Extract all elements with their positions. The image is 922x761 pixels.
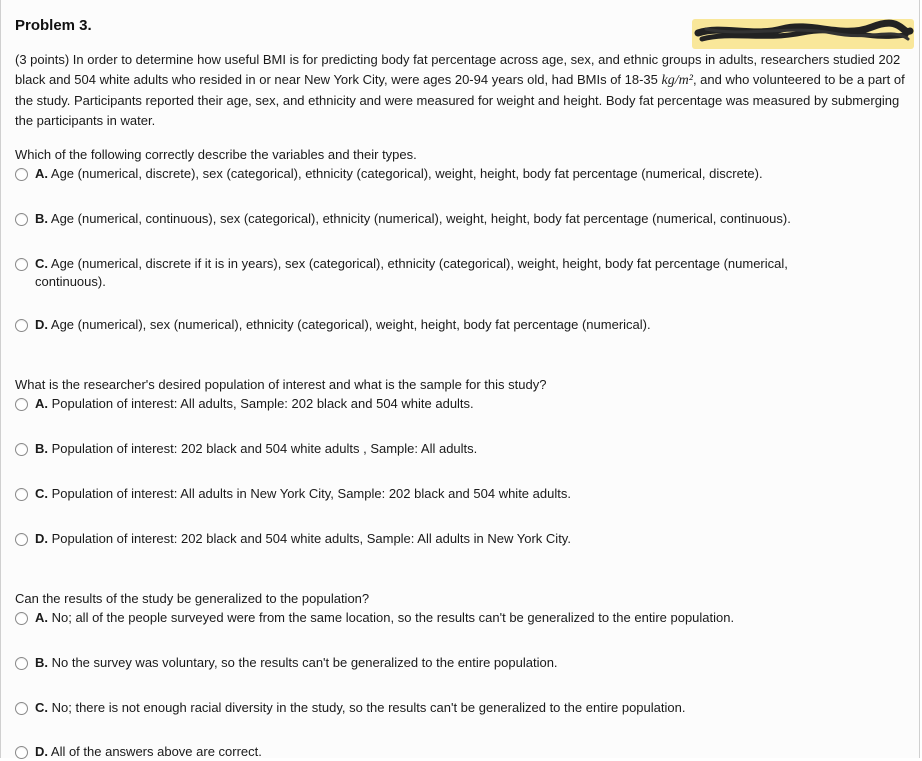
redaction-scribble-icon — [692, 19, 914, 49]
question-1-option-c[interactable]: C. Age (numerical, discrete if it is in years), sex (categorical), ethnicity (categorical), weight, height, body fat percentage (numerical, continuous). — [15, 255, 860, 291]
problem-title: Problem 3. — [15, 17, 92, 34]
problem-intro — [15, 50, 907, 131]
question-1-prompt: Which of the following correctly describe the variables and their types. — [15, 147, 417, 162]
radio-button[interactable] — [15, 657, 28, 670]
bmi-unit: kg/m² — [661, 73, 693, 88]
intro-text-1: (3 points) In order to determine how useful BMI is for predicting body fat percentage across age, sex, and ethnic groups in adults, researchers studied 202 black and 504 white adults who resided in or near New York City, were ages 20-94 years old, had BMIs of 18-35 — [15, 52, 901, 87]
radio-button[interactable] — [15, 443, 28, 456]
radio-button[interactable] — [15, 533, 28, 546]
radio-button[interactable] — [15, 398, 28, 411]
radio-button[interactable] — [15, 702, 28, 715]
radio-button[interactable] — [15, 213, 28, 226]
question-3-prompt: Can the results of the study be generalized to the population? — [15, 591, 370, 606]
intro-text-2: , and who volunteered to be a part of the study. Participants reported their age, sex, and ethnicity and were measured for weight and height. Body fat percentage was measured by submerging the participants in water. — [15, 72, 905, 128]
question-3-option-c[interactable]: C. No; there is not enough racial diversity in the study, so the results can't be generalized to the entire population. — [15, 699, 895, 717]
radio-button[interactable] — [15, 168, 28, 181]
radio-button[interactable] — [15, 258, 28, 271]
question-3-option-b[interactable]: B. No the survey was voluntary, so the results can't be generalized to the entire population. — [15, 654, 895, 672]
question-2-option-a[interactable]: A. Population of interest: All adults, Sample: 202 black and 504 white adults. — [15, 395, 895, 413]
redacted-highlight — [692, 19, 914, 49]
question-2-option-d[interactable]: D. Population of interest: 202 black and 504 white adults, Sample: All adults in New York City. — [15, 530, 895, 548]
radio-button[interactable] — [15, 612, 28, 625]
question-1-option-a[interactable]: A. Age (numerical, discrete), sex (categorical), ethnicity (categorical), weight, height, body fat percentage (numerical, discrete). — [15, 165, 895, 183]
question-2-option-c[interactable]: C. Population of interest: All adults in New York City, Sample: 202 black and 504 white adults. — [15, 485, 895, 503]
question-3-option-a[interactable]: A. No; all of the people surveyed were from the same location, so the results can't be generalized to the entire population. — [15, 609, 895, 627]
radio-button[interactable] — [15, 746, 28, 759]
question-3-option-d[interactable]: D. All of the answers above are correct. — [15, 743, 895, 761]
question-2-option-b[interactable]: B. Population of interest: 202 black and 504 white adults , Sample: All adults. — [15, 440, 895, 458]
question-1-option-b[interactable]: B. Age (numerical, continuous), sex (categorical), ethnicity (numerical), weight, height, body fat percentage (numerical, continuous). — [15, 210, 895, 228]
radio-button[interactable] — [15, 319, 28, 332]
question-2-prompt: What is the researcher's desired population of interest and what is the sample for this study? — [15, 377, 547, 392]
radio-button[interactable] — [15, 488, 28, 501]
question-1-option-d[interactable]: D. Age (numerical), sex (numerical), ethnicity (categorical), weight, height, body fat percentage (numerical). — [15, 316, 895, 334]
